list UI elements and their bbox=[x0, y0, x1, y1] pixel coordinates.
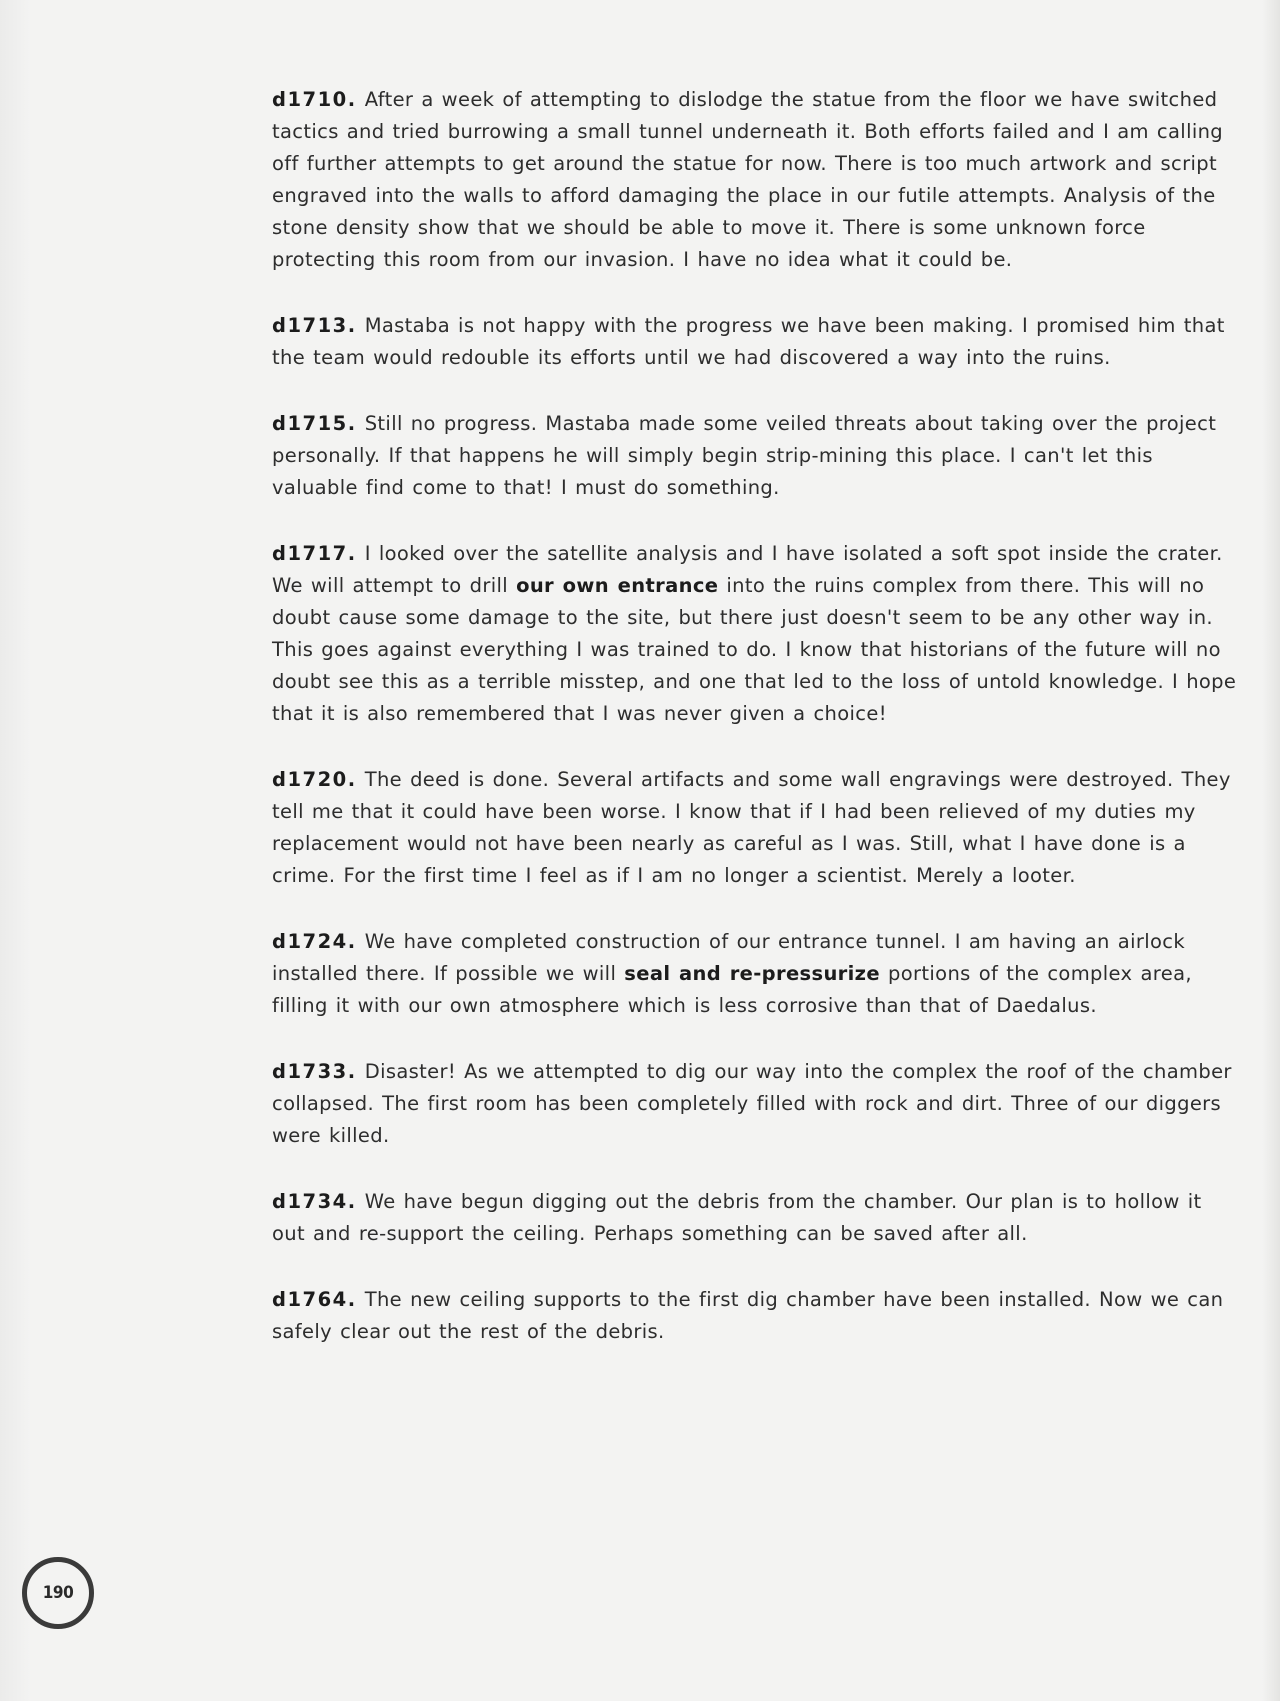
entry-text: The deed is done. Several artifacts and some wall engravings were destroyed. They tell me that it could have been worse. I know that if I had been relieved of my duties my replacement would not have been nearly as careful as I was. Still, what I have done is a crime. For the first time I feel as if I am no longer a scientist. Merely a looter. bbox=[272, 768, 1231, 887]
entry-id: d1710. bbox=[272, 88, 357, 111]
entry-text: We have begun digging out the debris from the chamber. Our plan is to hollow it out and re-support the ceiling. Perhaps something can be saved after all. bbox=[272, 1190, 1202, 1245]
page-left-shade bbox=[0, 0, 30, 1701]
log-entry-d1713 bbox=[272, 310, 1242, 374]
entry-id: d1764. bbox=[272, 1288, 357, 1311]
entry-id: d1724. bbox=[272, 930, 357, 953]
log-entry-d1710 bbox=[272, 84, 1242, 276]
entry-id: d1713. bbox=[272, 314, 357, 337]
entry-text-before: We have completed construction of our entrance tunnel. I am having an airlock installed there. If possible we will bbox=[272, 930, 1185, 985]
entry-text: Mastaba is not happy with the progress we have been making. I promised him that the team would redouble its efforts until we had discovered a way into the ruins. bbox=[272, 314, 1225, 369]
log-entry-d1717 bbox=[272, 538, 1242, 730]
entry-id: d1733. bbox=[272, 1060, 357, 1083]
entry-id: d1734. bbox=[272, 1190, 357, 1213]
entry-id: d1715. bbox=[272, 412, 357, 435]
entry-text: After a week of attempting to dislodge the statue from the floor we have switched tactics and tried burrowing a small tunnel underneath it. Both efforts failed and I am calling off further attempts to get around the statue for now. There is too much artwork and script engraved into the walls to afford damaging the place in our futile attempts. Analysis of the stone density show that we should be able to move it. There is some unknown force protecting this room from our invasion. I have no idea what it could be. bbox=[272, 88, 1224, 271]
entry-text-after: into the ruins complex from there. This will no doubt cause some damage to the site, but there just doesn't seem to be any other way in. This goes against everything I was trained to do. I know that historians of the future will no doubt see this as a terrible misstep, and one that led to the loss of untold knowledge. I hope that it is also remembered that I was never given a choice! bbox=[272, 574, 1237, 725]
page-number-badge bbox=[22, 1557, 94, 1629]
entry-id: d1720. bbox=[272, 768, 357, 791]
page-edge bbox=[1262, 0, 1280, 1701]
entry-bold-phrase: seal and re-pressurize bbox=[624, 962, 880, 985]
log-entry-d1734 bbox=[272, 1186, 1242, 1250]
log-entry-d1764 bbox=[272, 1284, 1242, 1348]
log-entry-d1715 bbox=[272, 408, 1242, 504]
entry-text-after: portions of the complex area, filling it with our own atmosphere which is less corrosive than that of Daedalus. bbox=[272, 962, 1192, 1017]
log-entries bbox=[272, 84, 1242, 1382]
log-entry-d1733 bbox=[272, 1056, 1242, 1152]
page-number: 190 bbox=[42, 1583, 74, 1603]
entry-id: d1717. bbox=[272, 542, 357, 565]
entry-text: The new ceiling supports to the first dig chamber have been installed. Now we can safely clear out the rest of the debris. bbox=[272, 1288, 1224, 1343]
entry-text: Disaster! As we attempted to dig our way into the complex the roof of the chamber collapsed. The first room has been completely filled with rock and dirt. Three of our diggers were killed. bbox=[272, 1060, 1232, 1147]
log-entry-d1724 bbox=[272, 926, 1242, 1022]
entry-text: Still no progress. Mastaba made some veiled threats about taking over the project personally. If that happens he will simply begin strip-mining this place. I can't let this valuable find come to that! I must do something. bbox=[272, 412, 1217, 499]
log-entry-d1720 bbox=[272, 764, 1242, 892]
entry-bold-phrase: our own entrance bbox=[516, 574, 719, 597]
entry-text-before: I looked over the satellite analysis and I have isolated a soft spot inside the crater. We will attempt to drill bbox=[272, 542, 1223, 597]
